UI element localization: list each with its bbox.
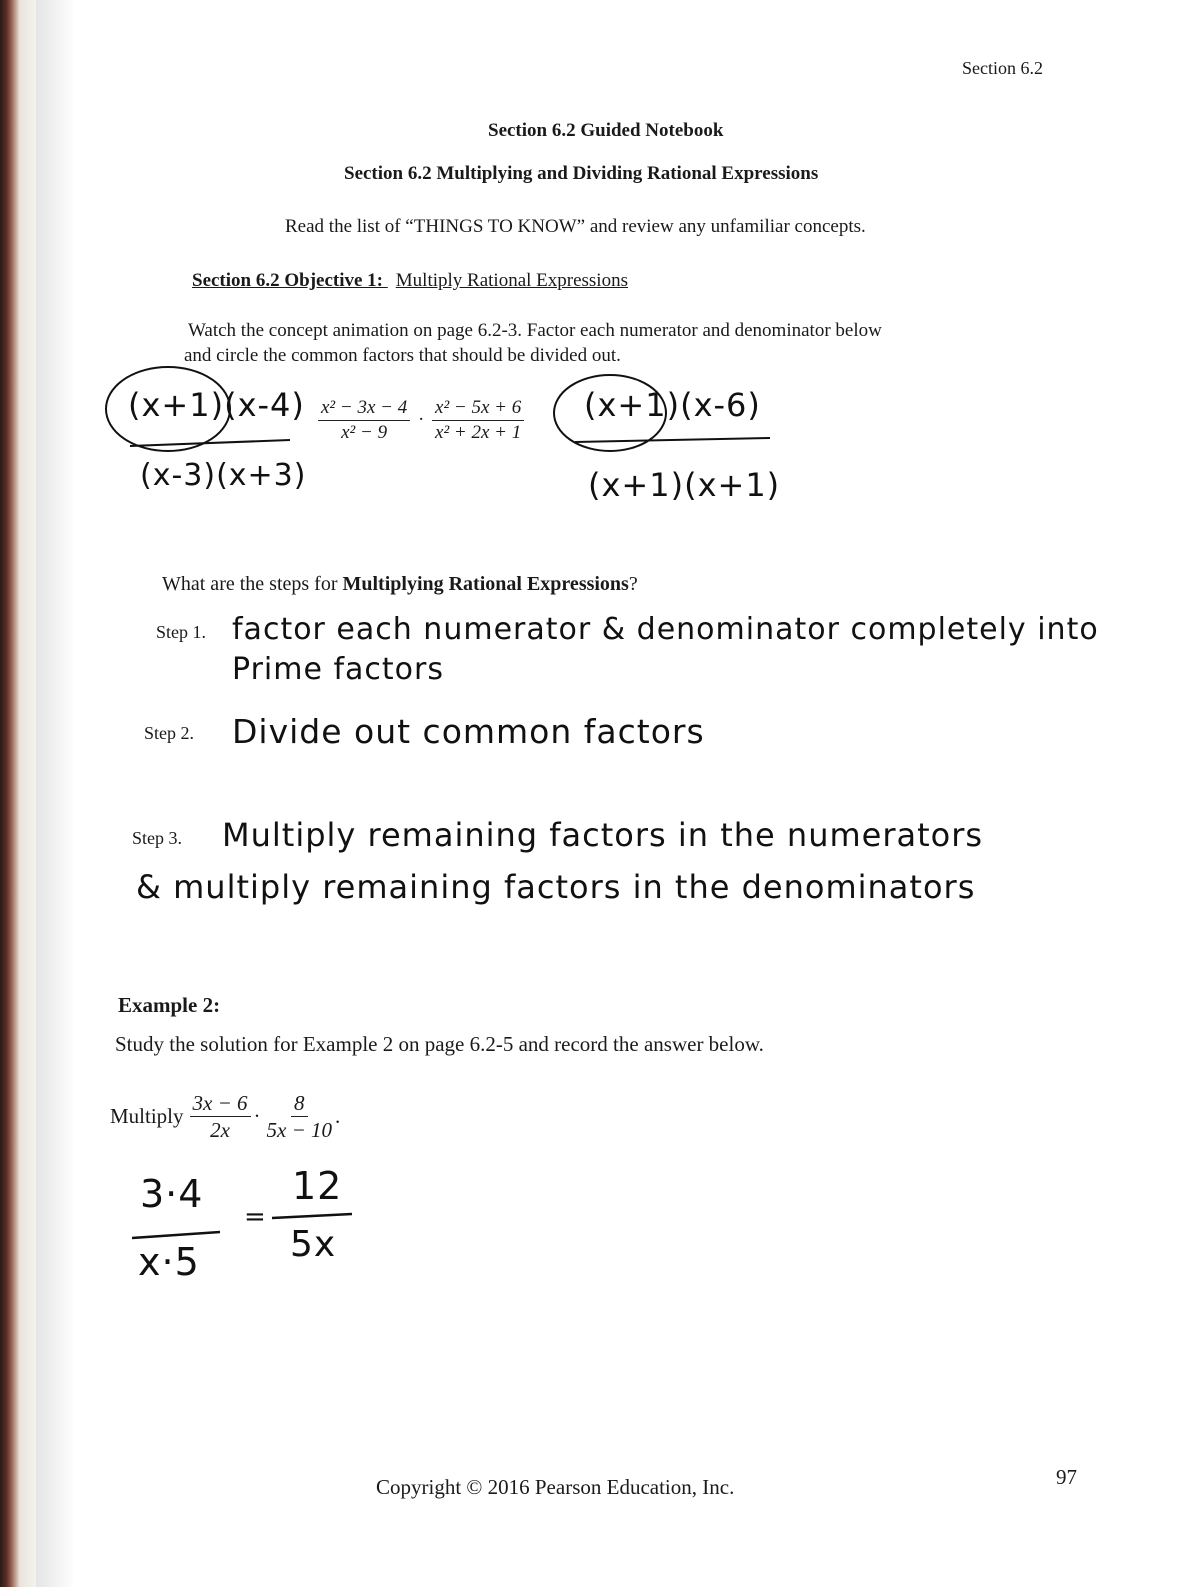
- example-heading: Example 2:: [118, 993, 221, 1017]
- steps-question-suffix: ?: [628, 573, 638, 595]
- step-3-answer-line2: & multiply remaining factors in the denominators: [136, 868, 976, 906]
- work-denominator: x·5: [138, 1240, 200, 1284]
- objective-heading-text: Multiply Rational Expressions: [395, 270, 628, 291]
- step-1-label: Step 1.: [156, 622, 207, 642]
- answer-fraction-bar: [272, 1214, 352, 1218]
- handwritten-numerator-2: (x+1)(x-6): [584, 386, 761, 424]
- fraction-2-denominator: x² + 2x + 1: [435, 421, 522, 443]
- example-problem: [110, 1090, 340, 1144]
- fraction-1-numerator: x² − 3x − 4: [318, 396, 410, 421]
- work-numerator: 3·4: [140, 1172, 204, 1216]
- fraction-2-numerator: x² − 5x + 6: [432, 396, 524, 421]
- work-equals-sign: =: [244, 1202, 267, 1232]
- objective-instructions-line2: and circle the common factors that should be divided out.: [184, 345, 621, 366]
- handwritten-numerator-1: (x+1)(x-4): [128, 386, 305, 424]
- example-fraction-1: [190, 1090, 251, 1144]
- handwritten-denominator-2: (x+1)(x+1): [588, 466, 781, 504]
- work-fraction-bar: [132, 1232, 220, 1238]
- step-2-label: Step 2.: [144, 723, 195, 743]
- circle-common-factor-1: [106, 367, 230, 451]
- objective-instructions-line1: Watch the concept animation on page 6.2-3. Factor each numerator and denominator below: [188, 320, 882, 341]
- page-number: 97: [1056, 1465, 1077, 1489]
- copyright-footer: Copyright © 2016 Pearson Education, Inc.: [376, 1475, 735, 1499]
- handwritten-bar-2: [575, 438, 770, 442]
- objective-heading-bold: Section 6.2 Objective 1:: [192, 270, 384, 291]
- answer-numerator: 12: [292, 1164, 343, 1208]
- example-instructions: Study the solution for Example 2 on page 6.2-5 and record the answer below.: [115, 1032, 764, 1056]
- example-prompt-label: Multiply: [110, 1104, 184, 1129]
- step-3-label: Step 3.: [132, 828, 183, 848]
- step-1-answer-line2: Prime factors: [232, 652, 444, 687]
- step-1-answer-line1: factor each numerator & denominator completely into: [232, 612, 1099, 647]
- multiply-operator: ·: [417, 409, 425, 431]
- step-2-answer: Divide out common factors: [232, 712, 705, 751]
- example-fraction-2: [264, 1090, 336, 1144]
- step-3-answer-line1: Multiply remaining factors in the numerators: [222, 816, 984, 854]
- fraction-1-denominator: x² − 9: [341, 421, 388, 443]
- example-fraction-2-denominator: 5x − 10: [266, 1118, 333, 1143]
- example-fraction-1-numerator: 3x − 6: [190, 1090, 251, 1117]
- handwritten-denominator-1: (x-3)(x+3): [140, 458, 307, 493]
- answer-denominator: 5x: [290, 1224, 337, 1265]
- example-multiply-operator: ·: [253, 1104, 261, 1129]
- example-fraction-1-denominator: 2x: [210, 1118, 230, 1143]
- steps-question: [162, 573, 638, 596]
- intro-text: Read the list of “THINGS TO KNOW” and review any unfamiliar concepts.: [285, 216, 866, 237]
- steps-question-bold: Multiplying Rational Expressions: [342, 573, 629, 595]
- example-trailing-period: .: [335, 1104, 341, 1129]
- section-subtitle: Section 6.2 Multiplying and Dividing Rational Expressions: [344, 163, 819, 184]
- steps-question-prefix: What are the steps for: [162, 573, 343, 595]
- example-fraction-2-numerator: 8: [291, 1090, 308, 1117]
- page-title: Section 6.2 Guided Notebook: [488, 120, 724, 141]
- running-head: Section 6.2: [962, 58, 1043, 78]
